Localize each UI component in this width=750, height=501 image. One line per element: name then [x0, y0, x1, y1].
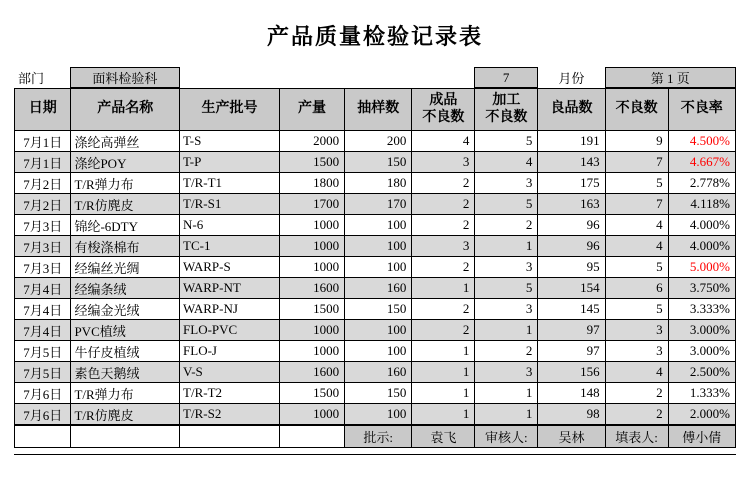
cell-output: 1500 — [279, 152, 344, 173]
table-row[interactable] — [15, 173, 736, 194]
cell-sample: 100 — [345, 341, 412, 362]
table-row[interactable] — [15, 257, 736, 278]
cell-bad-count: 2 — [605, 404, 668, 425]
cell-product-name: T/R弹力布 — [71, 173, 180, 194]
table-body — [15, 131, 736, 425]
cell-good-count: 145 — [538, 299, 605, 320]
cell-good-count: 96 — [538, 236, 605, 257]
cell-process-defect: 1 — [475, 383, 538, 404]
cell-batch-no: T/R-S2 — [180, 404, 280, 425]
bottom-rule — [14, 454, 736, 455]
cell-output: 1600 — [279, 278, 344, 299]
cell-bad-count: 9 — [605, 131, 668, 152]
cell-output: 1000 — [279, 215, 344, 236]
cell-good-count: 163 — [538, 194, 605, 215]
cell-process-defect: 2 — [475, 215, 538, 236]
cell-defect-rate: 5.000% — [668, 257, 735, 278]
filler-label: 填表人: — [605, 426, 668, 448]
auditor-value[interactable]: 吴林 — [538, 426, 605, 448]
col-good-count: 良品数 — [538, 89, 605, 131]
cell-defect-rate: 2.778% — [668, 173, 735, 194]
cell-bad-count: 6 — [605, 278, 668, 299]
cell-sample: 100 — [345, 404, 412, 425]
cell-good-count: 97 — [538, 320, 605, 341]
cell-date: 7月3日 — [15, 257, 71, 278]
col-output: 产量 — [279, 89, 344, 131]
cell-batch-no: T-S — [180, 131, 280, 152]
cell-good-count: 148 — [538, 383, 605, 404]
cell-good-count: 175 — [538, 173, 605, 194]
cell-finished-defect: 3 — [412, 152, 475, 173]
cell-defect-rate: 4.000% — [668, 236, 735, 257]
cell-date: 7月1日 — [15, 152, 71, 173]
cell-product-name: T/R仿麂皮 — [71, 194, 180, 215]
cell-finished-defect: 2 — [412, 194, 475, 215]
auditor-label: 审核人: — [475, 426, 538, 448]
cell-finished-defect: 2 — [412, 320, 475, 341]
cell-product-name: 锦纶-6DTY — [71, 215, 180, 236]
col-batch-no: 生产批号 — [180, 89, 280, 131]
cell-output: 1000 — [279, 320, 344, 341]
cell-output: 1500 — [279, 299, 344, 320]
cell-product-name: T/R仿麂皮 — [71, 404, 180, 425]
cell-output: 1000 — [279, 257, 344, 278]
cell-bad-count: 7 — [605, 194, 668, 215]
cell-defect-rate: 1.333% — [668, 383, 735, 404]
cell-bad-count: 5 — [605, 257, 668, 278]
cell-good-count: 156 — [538, 362, 605, 383]
table-row[interactable] — [15, 320, 736, 341]
cell-process-defect: 2 — [475, 341, 538, 362]
table-row[interactable] — [15, 215, 736, 236]
page-title: 产品质量检验记录表 — [266, 24, 483, 49]
cell-sample: 100 — [345, 215, 412, 236]
cell-product-name: 经编条绒 — [71, 278, 180, 299]
cell-output: 1600 — [279, 362, 344, 383]
cell-sample: 160 — [345, 362, 412, 383]
cell-finished-defect: 2 — [412, 299, 475, 320]
cell-batch-no: WARP-NJ — [180, 299, 280, 320]
cell-process-defect: 1 — [475, 404, 538, 425]
cell-batch-no: FLO-J — [180, 341, 280, 362]
col-date: 日期 — [15, 89, 71, 131]
cell-process-defect: 3 — [475, 362, 538, 383]
cell-finished-defect: 1 — [412, 383, 475, 404]
cell-sample: 170 — [345, 194, 412, 215]
cell-good-count: 143 — [538, 152, 605, 173]
cell-date: 7月2日 — [15, 194, 71, 215]
cell-sample: 150 — [345, 383, 412, 404]
cell-defect-rate: 2.500% — [668, 362, 735, 383]
footer-blank-3 — [180, 426, 280, 448]
cell-product-name: PVC植绒 — [71, 320, 180, 341]
table-row[interactable] — [15, 236, 736, 257]
month-value[interactable]: 7 — [475, 68, 538, 88]
cell-process-defect: 3 — [475, 299, 538, 320]
cell-finished-defect: 1 — [412, 404, 475, 425]
cell-product-name: 有梭涤棉布 — [71, 236, 180, 257]
cell-sample: 180 — [345, 173, 412, 194]
cell-date: 7月6日 — [15, 383, 71, 404]
cell-process-defect: 5 — [475, 131, 538, 152]
cell-output: 1700 — [279, 194, 344, 215]
cell-defect-rate: 3.333% — [668, 299, 735, 320]
cell-bad-count: 3 — [605, 341, 668, 362]
table-row[interactable] — [15, 152, 736, 173]
cell-date: 7月3日 — [15, 236, 71, 257]
cell-defect-rate: 4.118% — [668, 194, 735, 215]
cell-product-name: 牛仔皮植绒 — [71, 341, 180, 362]
cell-bad-count: 4 — [605, 215, 668, 236]
cell-batch-no: N-6 — [180, 215, 280, 236]
meta-table — [14, 67, 736, 88]
table-row[interactable] — [15, 194, 736, 215]
cell-bad-count: 7 — [605, 152, 668, 173]
cell-product-name: 涤纶高弹丝 — [71, 131, 180, 152]
cell-finished-defect: 1 — [412, 341, 475, 362]
col-process-defect: 加工 不良数 — [475, 89, 538, 131]
cell-product-name: 经编丝光绸 — [71, 257, 180, 278]
cell-finished-defect: 1 — [412, 278, 475, 299]
inspection-table — [14, 88, 736, 425]
table-row[interactable] — [15, 404, 736, 425]
cell-date: 7月3日 — [15, 215, 71, 236]
cell-date: 7月5日 — [15, 362, 71, 383]
cell-batch-no: TC-1 — [180, 236, 280, 257]
cell-defect-rate: 4.667% — [668, 152, 735, 173]
table-row[interactable] — [15, 299, 736, 320]
col-product-name: 产品名称 — [71, 89, 180, 131]
col-defect-rate: 不良率 — [668, 89, 735, 131]
cell-sample: 150 — [345, 152, 412, 173]
cell-product-name: 经编金光绒 — [71, 299, 180, 320]
cell-process-defect: 5 — [475, 194, 538, 215]
cell-output: 1000 — [279, 236, 344, 257]
col-sample: 抽样数 — [345, 89, 412, 131]
cell-defect-rate: 2.000% — [668, 404, 735, 425]
cell-sample: 100 — [345, 320, 412, 341]
cell-defect-rate: 4.000% — [668, 215, 735, 236]
cell-bad-count: 3 — [605, 320, 668, 341]
cell-good-count: 191 — [538, 131, 605, 152]
cell-batch-no: T/R-T2 — [180, 383, 280, 404]
cell-date: 7月6日 — [15, 404, 71, 425]
col-finished-defect: 成品 不良数 — [412, 89, 475, 131]
cell-bad-count: 2 — [605, 383, 668, 404]
cell-batch-no: WARP-S — [180, 257, 280, 278]
cell-date: 7月4日 — [15, 320, 71, 341]
cell-sample: 100 — [345, 236, 412, 257]
cell-finished-defect: 2 — [412, 215, 475, 236]
cell-batch-no: V-S — [180, 362, 280, 383]
table-row[interactable] — [15, 341, 736, 362]
table-header — [15, 89, 736, 131]
footer-table — [14, 425, 736, 448]
month-label: 月份 — [538, 68, 605, 88]
col-bad-count: 不良数 — [605, 89, 668, 131]
cell-good-count: 97 — [538, 341, 605, 362]
cell-bad-count: 4 — [605, 362, 668, 383]
cell-date: 7月4日 — [15, 278, 71, 299]
cell-batch-no: WARP-NT — [180, 278, 280, 299]
cell-bad-count: 5 — [605, 299, 668, 320]
cell-good-count: 154 — [538, 278, 605, 299]
cell-process-defect: 4 — [475, 152, 538, 173]
footer-blank-1 — [15, 426, 71, 448]
cell-date: 7月2日 — [15, 173, 71, 194]
cell-output: 1000 — [279, 404, 344, 425]
cell-product-name: T/R弹力布 — [71, 383, 180, 404]
cell-process-defect: 3 — [475, 173, 538, 194]
cell-good-count: 98 — [538, 404, 605, 425]
cell-batch-no: T/R-T1 — [180, 173, 280, 194]
cell-product-name: 素色天鹅绒 — [71, 362, 180, 383]
cell-output: 2000 — [279, 131, 344, 152]
cell-output: 1800 — [279, 173, 344, 194]
cell-finished-defect: 3 — [412, 236, 475, 257]
approve-label: 批示: — [345, 426, 412, 448]
cell-good-count: 95 — [538, 257, 605, 278]
cell-date: 7月4日 — [15, 299, 71, 320]
cell-product-name: 涤纶POY — [71, 152, 180, 173]
cell-output: 1500 — [279, 383, 344, 404]
table-row[interactable] — [15, 131, 736, 152]
cell-sample: 150 — [345, 299, 412, 320]
cell-bad-count: 5 — [605, 173, 668, 194]
cell-process-defect: 1 — [475, 320, 538, 341]
footer-blank-4 — [279, 426, 344, 448]
cell-process-defect: 3 — [475, 257, 538, 278]
cell-sample: 100 — [345, 257, 412, 278]
filler-value[interactable]: 傅小倩 — [668, 426, 735, 448]
cell-sample: 160 — [345, 278, 412, 299]
cell-defect-rate: 4.500% — [668, 131, 735, 152]
approve-value[interactable]: 袁飞 — [412, 426, 475, 448]
table-row[interactable] — [15, 278, 736, 299]
cell-bad-count: 4 — [605, 236, 668, 257]
cell-batch-no: T-P — [180, 152, 280, 173]
cell-process-defect: 5 — [475, 278, 538, 299]
cell-output: 1000 — [279, 341, 344, 362]
cell-sample: 200 — [345, 131, 412, 152]
cell-finished-defect: 2 — [412, 257, 475, 278]
cell-finished-defect: 2 — [412, 173, 475, 194]
cell-finished-defect: 4 — [412, 131, 475, 152]
cell-defect-rate: 3.000% — [668, 341, 735, 362]
cell-batch-no: FLO-PVC — [180, 320, 280, 341]
dept-label: 部门 — [14, 68, 71, 88]
cell-finished-defect: 1 — [412, 362, 475, 383]
cell-defect-rate: 3.750% — [668, 278, 735, 299]
cell-process-defect: 1 — [475, 236, 538, 257]
cell-batch-no: T/R-S1 — [180, 194, 280, 215]
dept-value[interactable]: 面料检验科 — [71, 68, 180, 88]
cell-defect-rate: 3.000% — [668, 320, 735, 341]
table-row[interactable] — [15, 362, 736, 383]
page-number: 第 1 页 — [605, 68, 735, 88]
footer-blank-2 — [71, 426, 180, 448]
cell-date: 7月1日 — [15, 131, 71, 152]
cell-date: 7月5日 — [15, 341, 71, 362]
cell-good-count: 96 — [538, 215, 605, 236]
table-row[interactable] — [15, 383, 736, 404]
